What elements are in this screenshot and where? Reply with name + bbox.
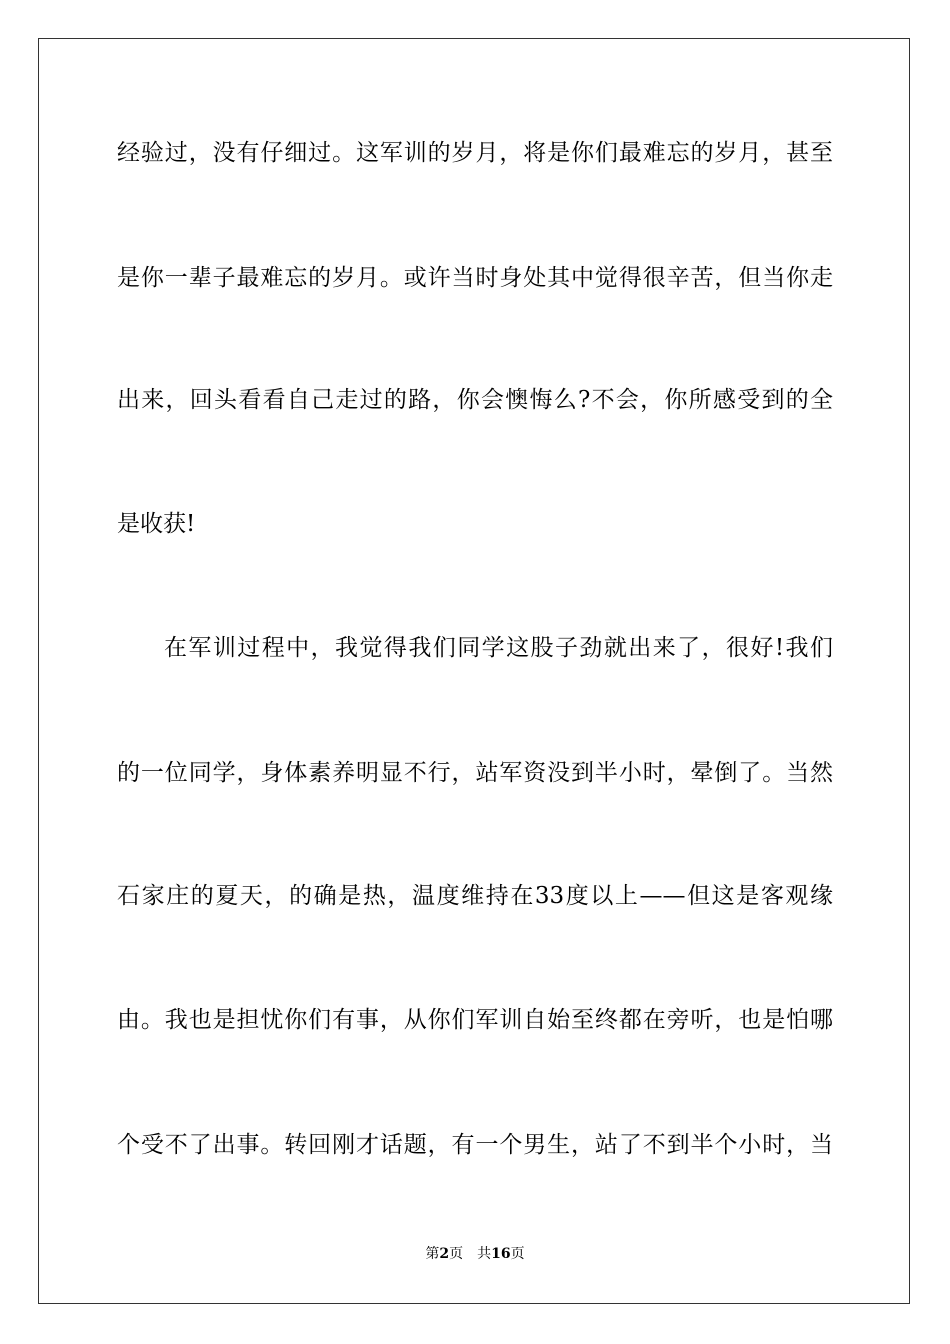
footer-total-pages: 16: [491, 1246, 511, 1262]
footer-page-number: 2: [439, 1246, 450, 1262]
page-border: [38, 38, 910, 1304]
body-line-4: 是收获!: [117, 511, 196, 537]
footer-page-prefix: 第: [425, 1246, 440, 1262]
body-line-9: 个受不了出事。转回刚才话题，有一个男生，站了不到半个小时，当: [117, 1132, 833, 1158]
footer-total-prefix: 共: [477, 1246, 492, 1262]
footer-total-suffix: 页: [510, 1246, 525, 1262]
body-line-8: 由。我也是担忧你们有事，从你们军训自始至终都在旁听，也是怕哪: [117, 1007, 833, 1033]
body-line-1: 经验过，没有仔细过。这军训的岁月，将是你们最难忘的岁月，甚至: [117, 140, 833, 166]
body-line-7: 石家庄的夏天，的确是热，温度维持在33度以上——但这是客观缘: [117, 883, 833, 909]
footer-page-suffix: 页: [449, 1246, 464, 1262]
page-footer: [0, 1245, 950, 1263]
body-line-2: 是你一辈子最难忘的岁月。或许当时身处其中觉得很辛苦，但当你走: [117, 265, 833, 291]
body-line-3: 出来，回头看看自己走过的路，你会懊悔么?不会，你所感受到的全: [117, 387, 833, 413]
body-line-6: 的一位同学，身体素养明显不行，站军资没到半小时，晕倒了。当然: [117, 760, 833, 786]
body-line-5: 在军训过程中，我觉得我们同学这股子劲就出来了，很好!我们: [164, 635, 833, 661]
